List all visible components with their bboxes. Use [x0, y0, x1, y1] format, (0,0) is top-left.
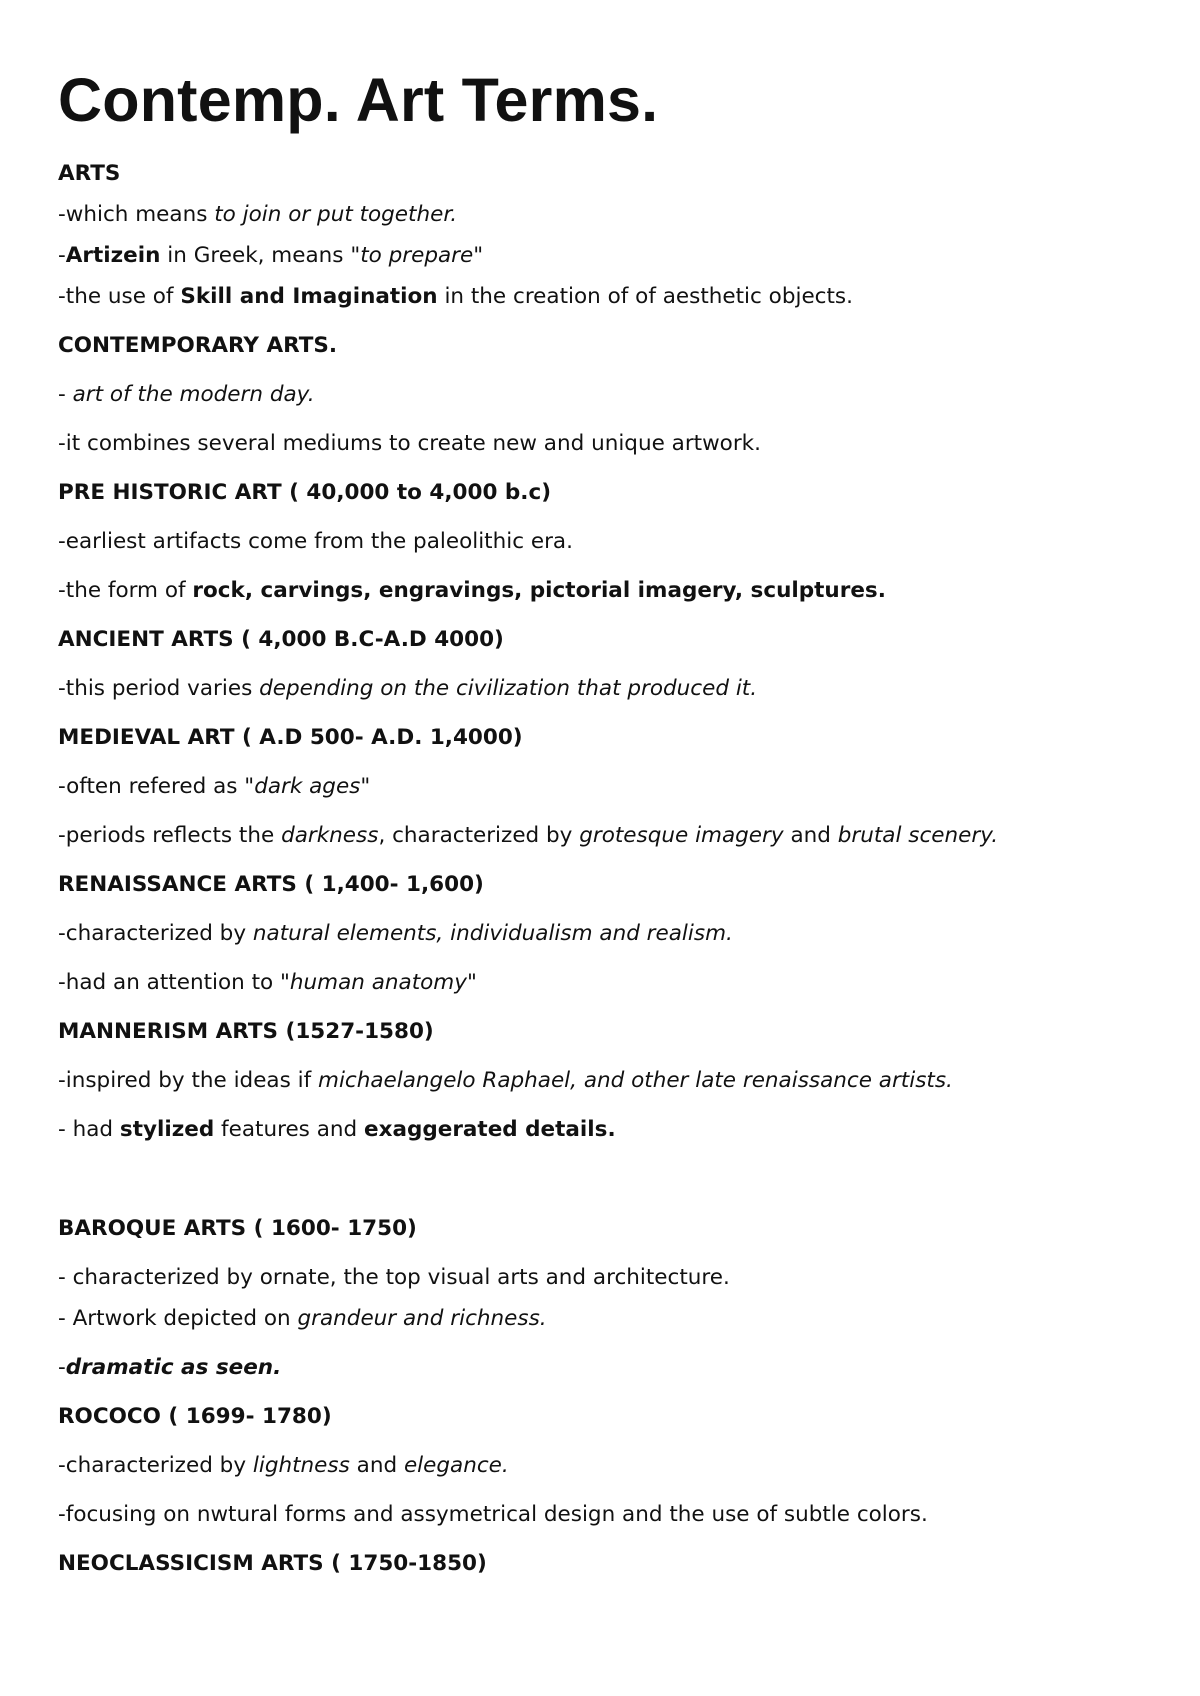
arts-line-1: -which means to join or put together.: [58, 202, 458, 227]
rococo-line-2: -focusing on nwtural forms and assymetrical design and the use of subtle colors.: [58, 1502, 928, 1527]
prehistoric-line-2: -the form of rock, carvings, engravings, pictorial imagery, sculptures.: [58, 578, 886, 603]
section-heading-ancient: ANCIENT ARTS ( 4,000 B.C-A.D 4000): [58, 627, 504, 652]
ancient-line-1: -this period varies depending on the civilization that produced it.: [58, 676, 758, 701]
section-heading-baroque: BAROQUE ARTS ( 1600- 1750): [58, 1216, 417, 1241]
section-heading-medieval: MEDIEVAL ART ( A.D 500- A.D. 1,4000): [58, 725, 523, 750]
section-heading-neoclassicism: NEOCLASSICISM ARTS ( 1750-1850): [58, 1551, 487, 1576]
contemporary-line-1: - art of the modern day.: [58, 382, 315, 407]
contemporary-line-2: -it combines several mediums to create new and unique artwork.: [58, 431, 761, 456]
section-heading-rococo: ROCOCO ( 1699- 1780): [58, 1404, 332, 1429]
document-page: [58, 62, 1158, 1601]
section-heading-mannerism: MANNERISM ARTS (1527-1580): [58, 1019, 434, 1044]
section-heading-prehistoric: PRE HISTORIC ART ( 40,000 to 4,000 b.c): [58, 480, 552, 505]
mannerism-line-1: -inspired by the ideas if michaelangelo Raphael, and other late renaissance artists.: [58, 1068, 953, 1093]
section-heading-renaissance: RENAISSANCE ARTS ( 1,400- 1,600): [58, 872, 484, 897]
baroque-line-1: - characterized by ornate, the top visual arts and architecture.: [58, 1265, 730, 1290]
arts-line-2: -Artizein in Greek, means "to prepare": [58, 243, 484, 268]
prehistoric-line-1: -earliest artifacts come from the paleolithic era.: [58, 529, 573, 554]
medieval-line-2: -periods reflects the darkness, characterized by grotesque imagery and brutal scenery.: [58, 823, 999, 848]
page-title: Contemp. Art Terms.: [58, 66, 659, 134]
section-heading-contemporary: CONTEMPORARY ARTS.: [58, 333, 338, 358]
baroque-line-2: - Artwork depicted on grandeur and richness.: [58, 1306, 547, 1331]
arts-line-3: -the use of Skill and Imagination in the creation of of aesthetic objects.: [58, 284, 853, 309]
blank-line: [58, 1167, 1158, 1217]
renaissance-line-1: -characterized by natural elements, individualism and realism.: [58, 921, 733, 946]
mannerism-line-2: - had stylized features and exaggerated details.: [58, 1117, 616, 1142]
rococo-line-1: -characterized by lightness and elegance.: [58, 1453, 509, 1478]
section-heading-arts: ARTS: [58, 161, 121, 186]
renaissance-line-2: -had an attention to "human anatomy": [58, 970, 477, 995]
medieval-line-1: -often refered as "dark ages": [58, 774, 371, 799]
baroque-line-3: -dramatic as seen.: [58, 1355, 282, 1380]
